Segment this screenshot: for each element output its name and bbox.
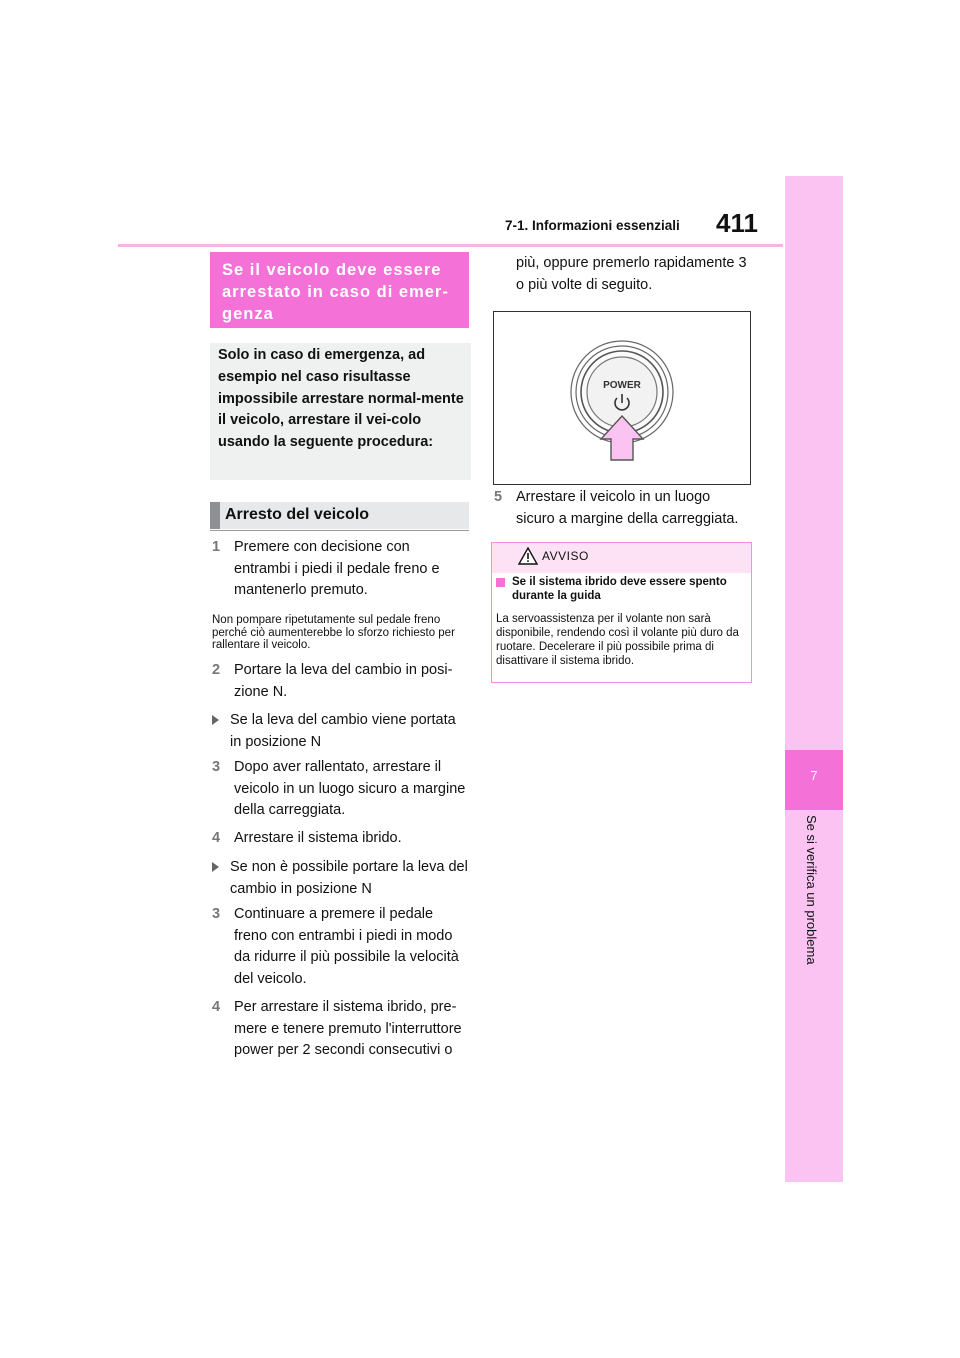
page-number: 411 xyxy=(716,208,758,238)
step-5 xyxy=(494,487,749,530)
warning-square-bullet-icon xyxy=(496,578,505,587)
step-text: Per arrestare il sistema ibrido, pre-mere e tenere premuto l'interruttore power per 2 secondi consecutivi o xyxy=(234,999,462,1058)
power-button-illustration xyxy=(494,312,750,484)
step-number: 4 xyxy=(212,830,221,846)
intro-text: Solo in caso di emergenza, ad esempio nel caso risultasse impossibile arrestare normal-mente il veicolo, arrestare il vei-colo usando la seguente procedura: xyxy=(218,347,464,451)
triangle-bullet-icon xyxy=(212,862,219,872)
step-text: più, oppure premerlo rapidamente 3 o più volte di seguito. xyxy=(516,255,747,293)
triangle-bullet-icon xyxy=(212,715,219,725)
chapter-side-tab xyxy=(785,176,843,1182)
step-text: Arrestare il veicolo in un luogo sicuro a margine della carreggiata. xyxy=(516,489,739,527)
step-1 xyxy=(212,537,462,602)
step-number: 3 xyxy=(212,759,221,775)
step-3a xyxy=(212,757,467,822)
step-text: Premere con decisione con entrambi i piedi il pedale freno e mantenerlo premuto. xyxy=(234,539,440,598)
step-text: Dopo aver rallentato, arrestare il veicolo in un luogo sicuro a margine della carreggiata. xyxy=(234,759,466,818)
step-number: 2 xyxy=(212,662,221,678)
step-number: 1 xyxy=(212,539,221,555)
step-number: 3 xyxy=(212,906,221,922)
condition-text: Se la leva del cambio viene portata in posizione N xyxy=(230,712,456,750)
step-number: 5 xyxy=(494,489,503,505)
step-text: Portare la leva del cambio in posi-zione N. xyxy=(234,662,453,700)
step-4b xyxy=(212,997,467,1062)
condition-bullet-1 xyxy=(212,710,467,753)
subheading: Arresto del veicolo xyxy=(225,506,370,523)
warning-title: AVVISO xyxy=(542,549,589,563)
subheading-marker xyxy=(210,502,220,529)
step-number: 4 xyxy=(212,999,221,1015)
power-label: POWER xyxy=(603,380,641,391)
section-heading: Se il veicolo deve essere arrestato in caso di emer-genza xyxy=(222,261,449,323)
step-text: Arrestare il sistema ibrido. xyxy=(234,830,402,846)
section-title: 7-1. Informazioni essenziali xyxy=(505,218,680,233)
chapter-label: Se si verifica un problema xyxy=(804,815,819,965)
step-3b xyxy=(212,904,467,990)
condition-text: Se non è possibile portare la leva del cambio in posizione N xyxy=(230,859,468,897)
step-text: Continuare a premere il pedale freno con entrambi i piedi in modo da ridurre il più possibile la velocità del veicolo. xyxy=(234,906,459,987)
step-4a xyxy=(212,828,467,850)
step-2 xyxy=(212,660,467,703)
subheading-rule xyxy=(210,530,469,531)
warning-subtitle: Se il sistema ibrido deve essere spento durante la guida xyxy=(512,576,727,602)
header-divider xyxy=(118,244,783,247)
chapter-number: 7 xyxy=(810,768,818,783)
warning-triangle-icon xyxy=(518,547,538,565)
step-1-note: Non pompare ripetutamente sul pedale freno perché ciò aumenterebbe lo sforzo richiesto per rallentare il veicolo. xyxy=(212,614,455,651)
power-switch-figure xyxy=(493,311,751,485)
warning-body: La servoassistenza per il volante non sarà disponibile, rendendo così il volante più duro da ruotare. Decelerare il più possibile prima di disattivare il sistema ibrido. xyxy=(496,613,739,667)
step-4b-continued xyxy=(494,253,749,296)
condition-bullet-2 xyxy=(212,857,470,900)
